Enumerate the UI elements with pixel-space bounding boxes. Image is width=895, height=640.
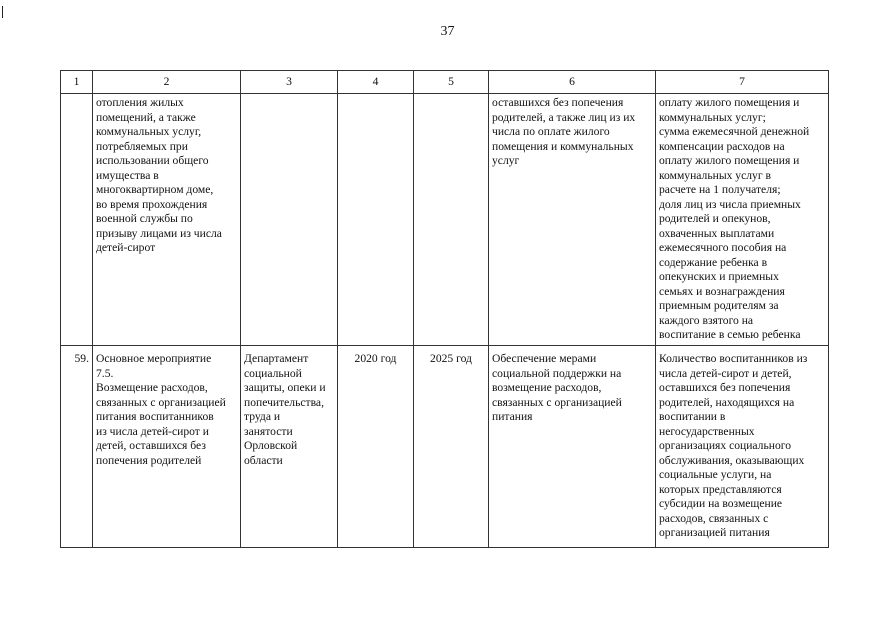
cell-start-year <box>338 346 414 548</box>
cell-expected-result <box>489 346 656 548</box>
cell-indicators <box>656 94 829 346</box>
column-header-4: 4 <box>338 71 414 94</box>
cell-end-year <box>414 346 489 548</box>
column-header-1: 1 <box>61 71 93 94</box>
cell-text: отопления жилых помещений, а также коммунальных услуг, потребляемых при использовании общего имущества в многоквартирном доме, во время прохождения военной службы по призыву лицами из числа детей-сирот <box>96 96 222 254</box>
cell-expected-result <box>489 94 656 346</box>
cell-indicators <box>656 346 829 548</box>
cell-executor <box>241 346 338 548</box>
cell-end-year <box>414 94 489 346</box>
measures-table <box>60 70 829 548</box>
cell-text: 2025 год <box>430 352 472 365</box>
cell-text: Основное мероприятие 7.5. Возмещение расходов, связанных с организацией питания воспитанников из числа детей-сирот и детей, оставшихся без попечения родителей <box>96 352 226 467</box>
cell-number <box>61 94 93 346</box>
column-header-5: 5 <box>414 71 489 94</box>
cell-text: Обеспечение мерами социальной поддержки на возмещение расходов, связанных с организацией питания <box>492 352 622 423</box>
column-header-6: 6 <box>489 71 656 94</box>
column-header-3: 3 <box>241 71 338 94</box>
page-number: 37 <box>440 24 455 39</box>
cell-start-year <box>338 94 414 346</box>
cell-text: оставшихся без попечения родителей, а также лиц из их числа по оплате жилого помещения и коммунальных услуг <box>492 96 636 167</box>
cell-text: Департамент социальной защиты, опеки и попечительства, труда и занятости Орловской области <box>244 352 326 467</box>
cell-text: оплату жилого помещения и коммунальных услуг; сумма ежемесячной денежной компенсации расходов на оплату жилого помещения и коммунальных услуг в расчете на 1 получателя; доля лиц из числа приемных родителей и опекунов, охваченных выплатами ежемесячного пособия на содержание ребенка в опекунских и приемных семьях и вознаграждения приемным родителям за каждого взятого на воспитание в семью ребенка <box>659 96 810 341</box>
cell-measure-name <box>93 94 241 346</box>
table-row-59 <box>61 346 829 548</box>
cell-executor <box>241 94 338 346</box>
column-header-7: 7 <box>656 71 829 94</box>
header-row <box>61 71 829 94</box>
cell-text: 59. <box>74 352 89 365</box>
cell-measure-name <box>93 346 241 548</box>
cell-text: 2020 год <box>354 352 397 365</box>
cell-number <box>61 346 93 548</box>
scan-edge-mark <box>2 6 3 18</box>
table-row-continuation <box>61 94 829 346</box>
cell-text: Количество воспитанников из числа детей-сирот и детей, оставшихся без попечения родителей, находящихся на воспитании в негосударственных организациях социального обслуживания, оказывающих социальные услуги, на которых представляются субсидии на возмещение расходов, связанных с организацией питания <box>659 352 808 539</box>
column-header-2: 2 <box>93 71 241 94</box>
